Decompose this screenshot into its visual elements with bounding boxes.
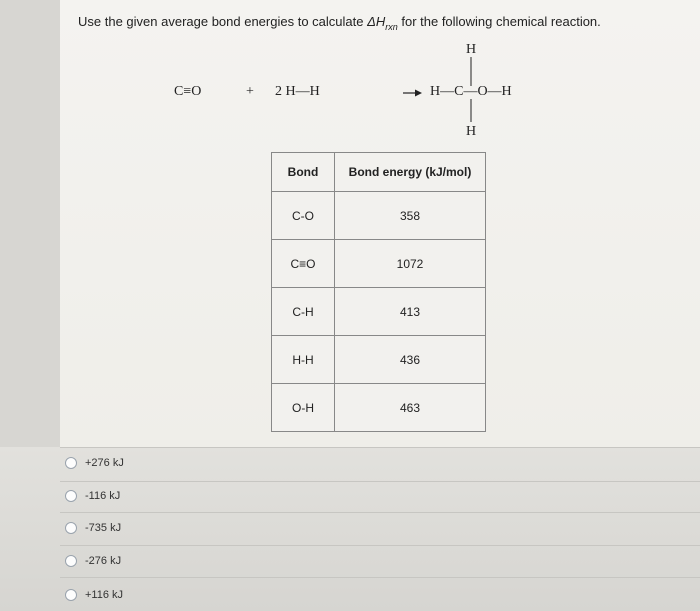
energy-cell: 1072 [335, 240, 486, 288]
answer-option-1[interactable] [65, 455, 124, 471]
answer-option-2[interactable] [65, 488, 120, 504]
energy-cell: 413 [335, 288, 486, 336]
radio-button[interactable] [65, 522, 77, 534]
header-bond-energy: Bond energy (kJ/mol) [335, 153, 486, 192]
reactant-hydrogen: 2 H—H [275, 84, 320, 99]
option-label: -116 kJ [85, 490, 121, 502]
table-header-row [272, 153, 486, 192]
radio-button[interactable] [65, 589, 77, 601]
question-suffix: for the following chemical reaction. [397, 14, 601, 29]
table-row [272, 384, 486, 432]
plus-sign: + [246, 84, 254, 99]
bond-cell: C≡O [272, 240, 335, 288]
energy-cell: 436 [335, 336, 486, 384]
energy-cell: 358 [335, 192, 486, 240]
option-label: +116 kJ [85, 589, 124, 601]
option-label: -276 kJ [85, 555, 122, 567]
product-top-hydrogen: H [466, 42, 477, 57]
bond-cell: O-H [272, 384, 335, 432]
reaction-equation [170, 40, 590, 150]
option-label: +276 kJ [85, 457, 124, 469]
product-methanol: H—C—O—H [430, 84, 512, 99]
radio-button[interactable] [65, 490, 77, 502]
table-row [272, 240, 486, 288]
question-text [78, 14, 601, 32]
radio-button[interactable] [65, 555, 77, 567]
bond-energy-table [271, 152, 486, 432]
divider [60, 481, 700, 482]
arrow-head [415, 90, 422, 97]
answer-option-4[interactable] [65, 553, 121, 569]
rxn-subscript: rxn [385, 22, 398, 32]
header-bond: Bond [272, 153, 335, 192]
table-row [272, 336, 486, 384]
delta-h-symbol: ΔH [367, 14, 386, 29]
reaction-bond-lines [170, 40, 590, 150]
reactant-carbon-monoxide: C≡O [174, 84, 202, 99]
divider [60, 512, 700, 513]
bond-cell: H-H [272, 336, 335, 384]
divider [60, 577, 700, 578]
question-prefix: Use the given average bond energies to calculate [78, 14, 368, 29]
answer-option-5[interactable] [65, 587, 123, 603]
radio-button[interactable] [65, 457, 77, 469]
bond-cell: C-O [272, 192, 335, 240]
answer-option-3[interactable] [65, 520, 121, 536]
product-bottom-hydrogen: H [466, 124, 477, 139]
energy-cell: 463 [335, 384, 486, 432]
bond-cell: C-H [272, 288, 335, 336]
table-row [272, 192, 486, 240]
divider [60, 447, 700, 448]
table-row [272, 288, 486, 336]
divider [60, 545, 700, 546]
option-label: -735 kJ [85, 522, 122, 534]
